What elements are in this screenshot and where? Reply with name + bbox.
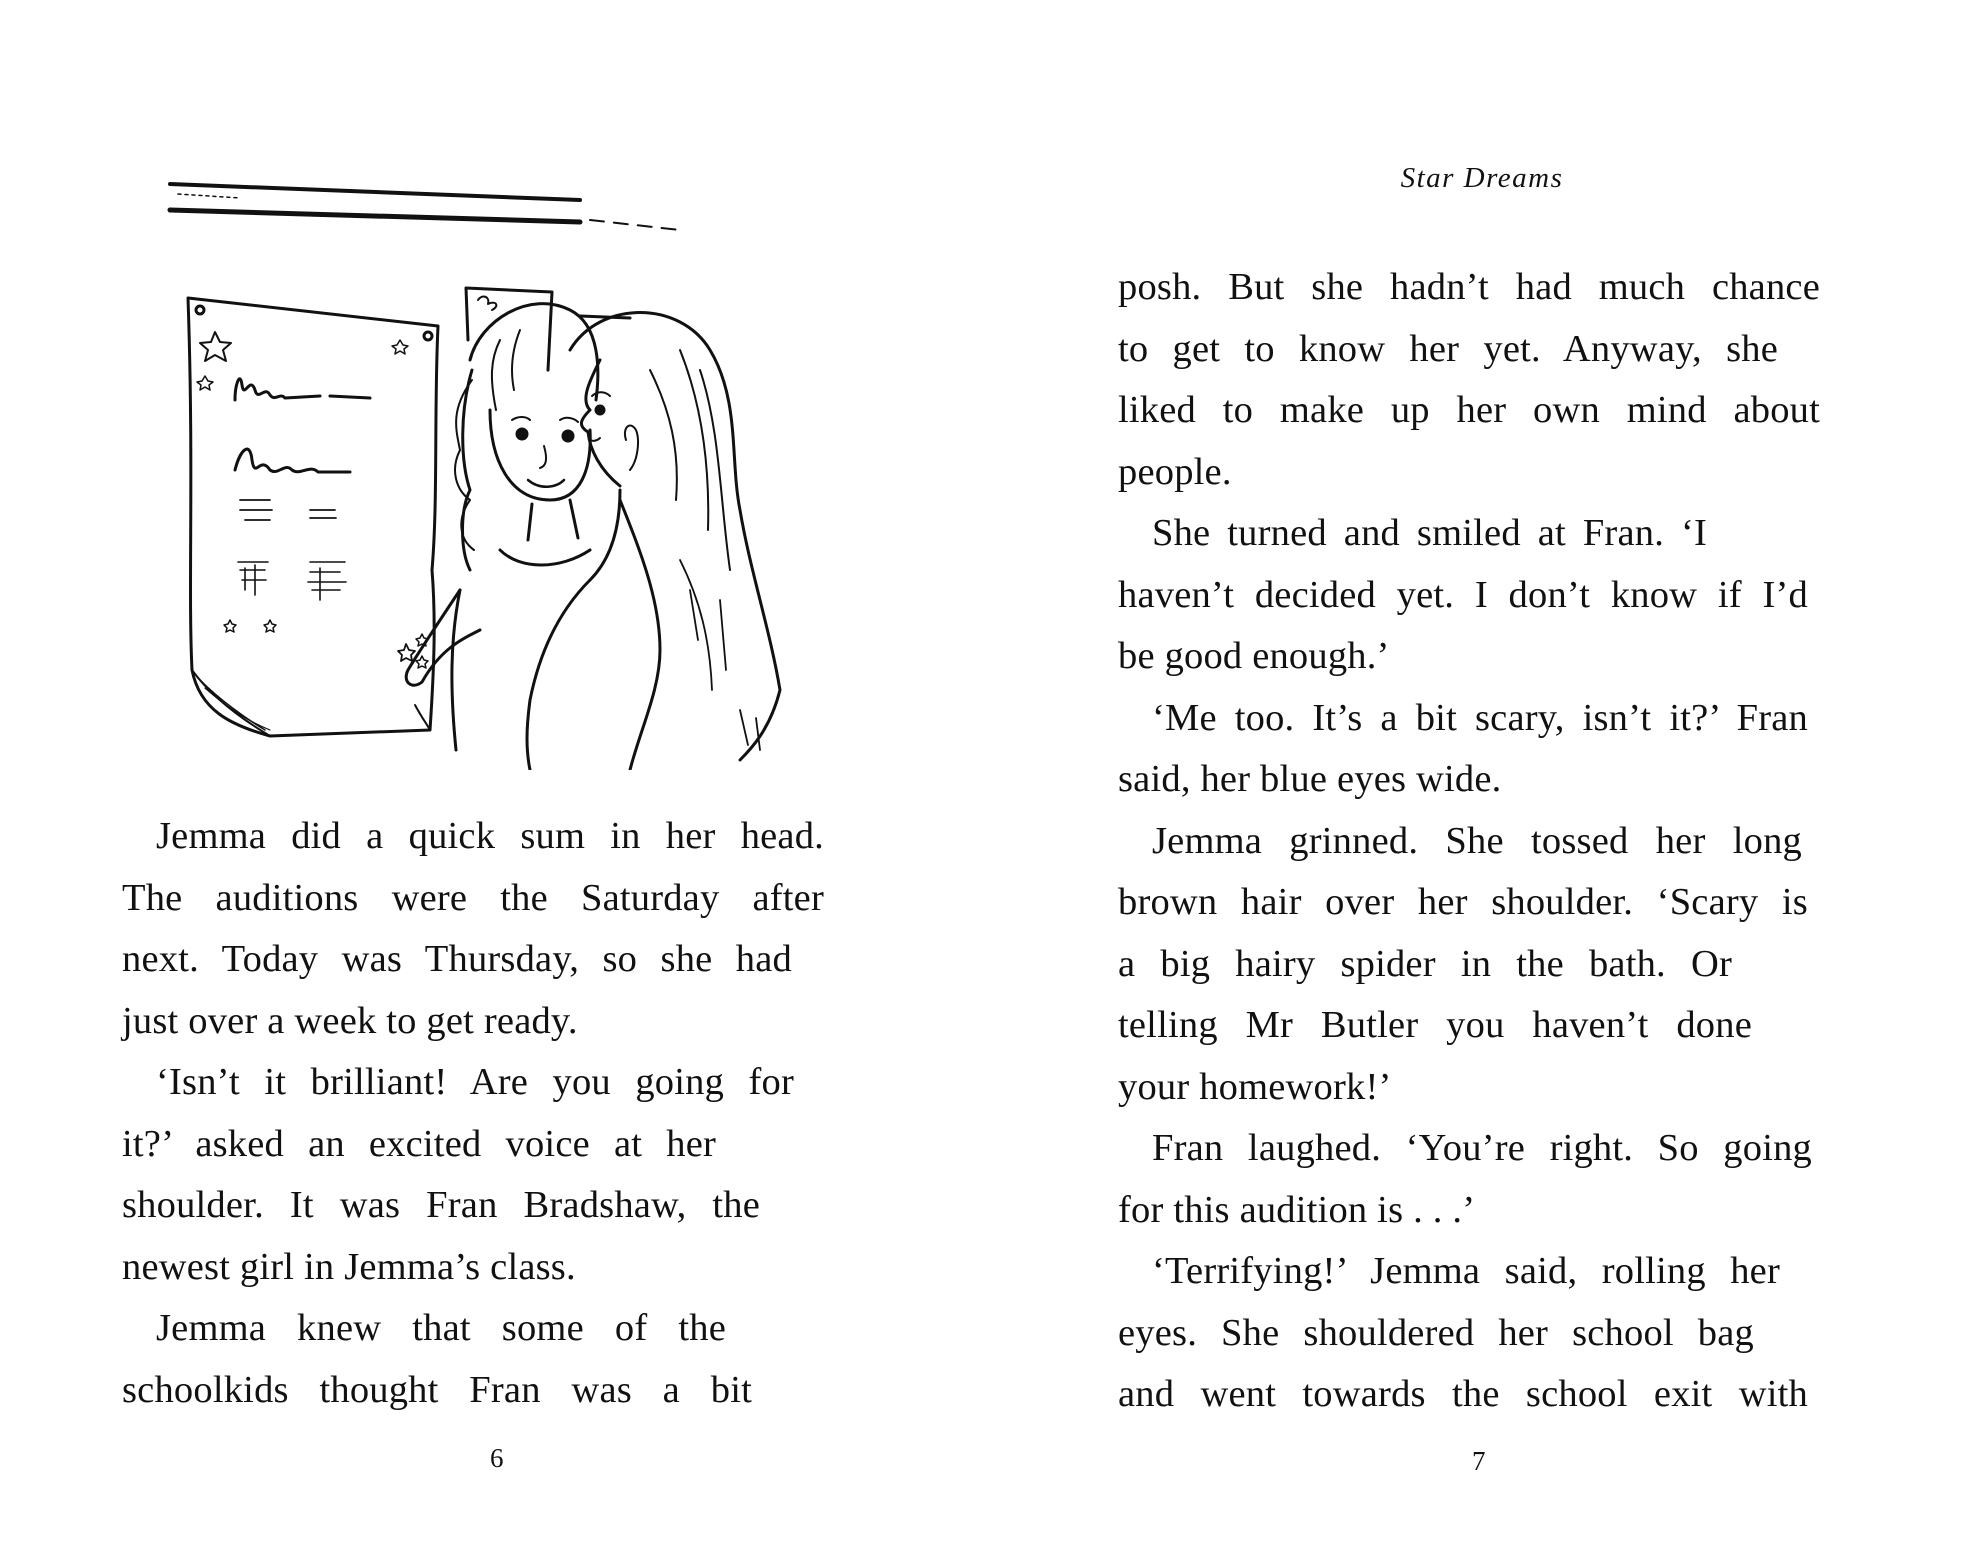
- page-number: 6: [490, 1443, 504, 1473]
- left-page-body: [122, 806, 824, 1421]
- body-line: it?’ asked an excited voice at her: [122, 1122, 716, 1165]
- body-line: to get to know her yet. Anyway, she: [1118, 327, 1778, 370]
- body-line: telling Mr Butler you haven’t done: [1118, 1004, 1752, 1046]
- body-line: newest girl in Jemma’s class.: [122, 1245, 576, 1288]
- page-number: 7: [1472, 1446, 1486, 1476]
- running-head: Star Dreams: [1400, 162, 1564, 194]
- body-line: brown hair over her shoulder. ‘Scary is: [1118, 881, 1808, 923]
- body-line: The auditions were the Saturday after: [122, 876, 824, 919]
- body-line: just over a week to get ready.: [122, 999, 578, 1042]
- body-line: ‘Isn’t it brilliant! Are you going for: [156, 1061, 794, 1103]
- body-line: Fran laughed. ‘You’re right. So going: [1152, 1127, 1812, 1169]
- body-line: She turned and smiled at Fran. ‘I: [1152, 512, 1707, 554]
- body-line: posh. But she hadn’t had much chance: [1118, 266, 1820, 308]
- body-line: schoolkids thought Fran was a bit: [122, 1368, 752, 1411]
- body-line: liked to make up her own mind about: [1118, 389, 1820, 431]
- body-line: shoulder. It was Fran Bradshaw, the: [122, 1184, 760, 1226]
- right-page: [994, 0, 1988, 1566]
- body-line: be good enough.’: [1118, 635, 1390, 677]
- body-line: your homework!’: [1118, 1065, 1392, 1108]
- body-line: next. Today was Thursday, so she had: [122, 938, 792, 980]
- body-line: eyes. She shouldered her school bag: [1118, 1311, 1754, 1354]
- body-line: people.: [1118, 450, 1232, 493]
- right-page-body: [1118, 257, 1820, 1426]
- body-line: and went towards the school exit with: [1118, 1373, 1808, 1415]
- body-line: Jemma knew that some of the: [156, 1307, 726, 1349]
- girl-right: [527, 313, 780, 771]
- body-line: ‘Me too. It’s a bit scary, isn’t it?’ Fran: [1152, 696, 1808, 739]
- body-line: said, her blue eyes wide.: [1118, 758, 1502, 800]
- body-line: haven’t decided yet. I don’t know if I’d: [1118, 573, 1808, 616]
- body-line: a big hairy spider in the bath. Or: [1118, 942, 1732, 985]
- body-line: ‘Terrifying!’ Jemma said, rolling her: [1152, 1250, 1780, 1292]
- illustration-two-girls-reading-poster: [160, 170, 850, 770]
- body-line: for this audition is . . .’: [1118, 1188, 1476, 1231]
- body-line: Jemma grinned. She tossed her long: [1152, 819, 1802, 862]
- body-line: Jemma did a quick sum in her head.: [156, 815, 824, 857]
- poster: [188, 298, 438, 736]
